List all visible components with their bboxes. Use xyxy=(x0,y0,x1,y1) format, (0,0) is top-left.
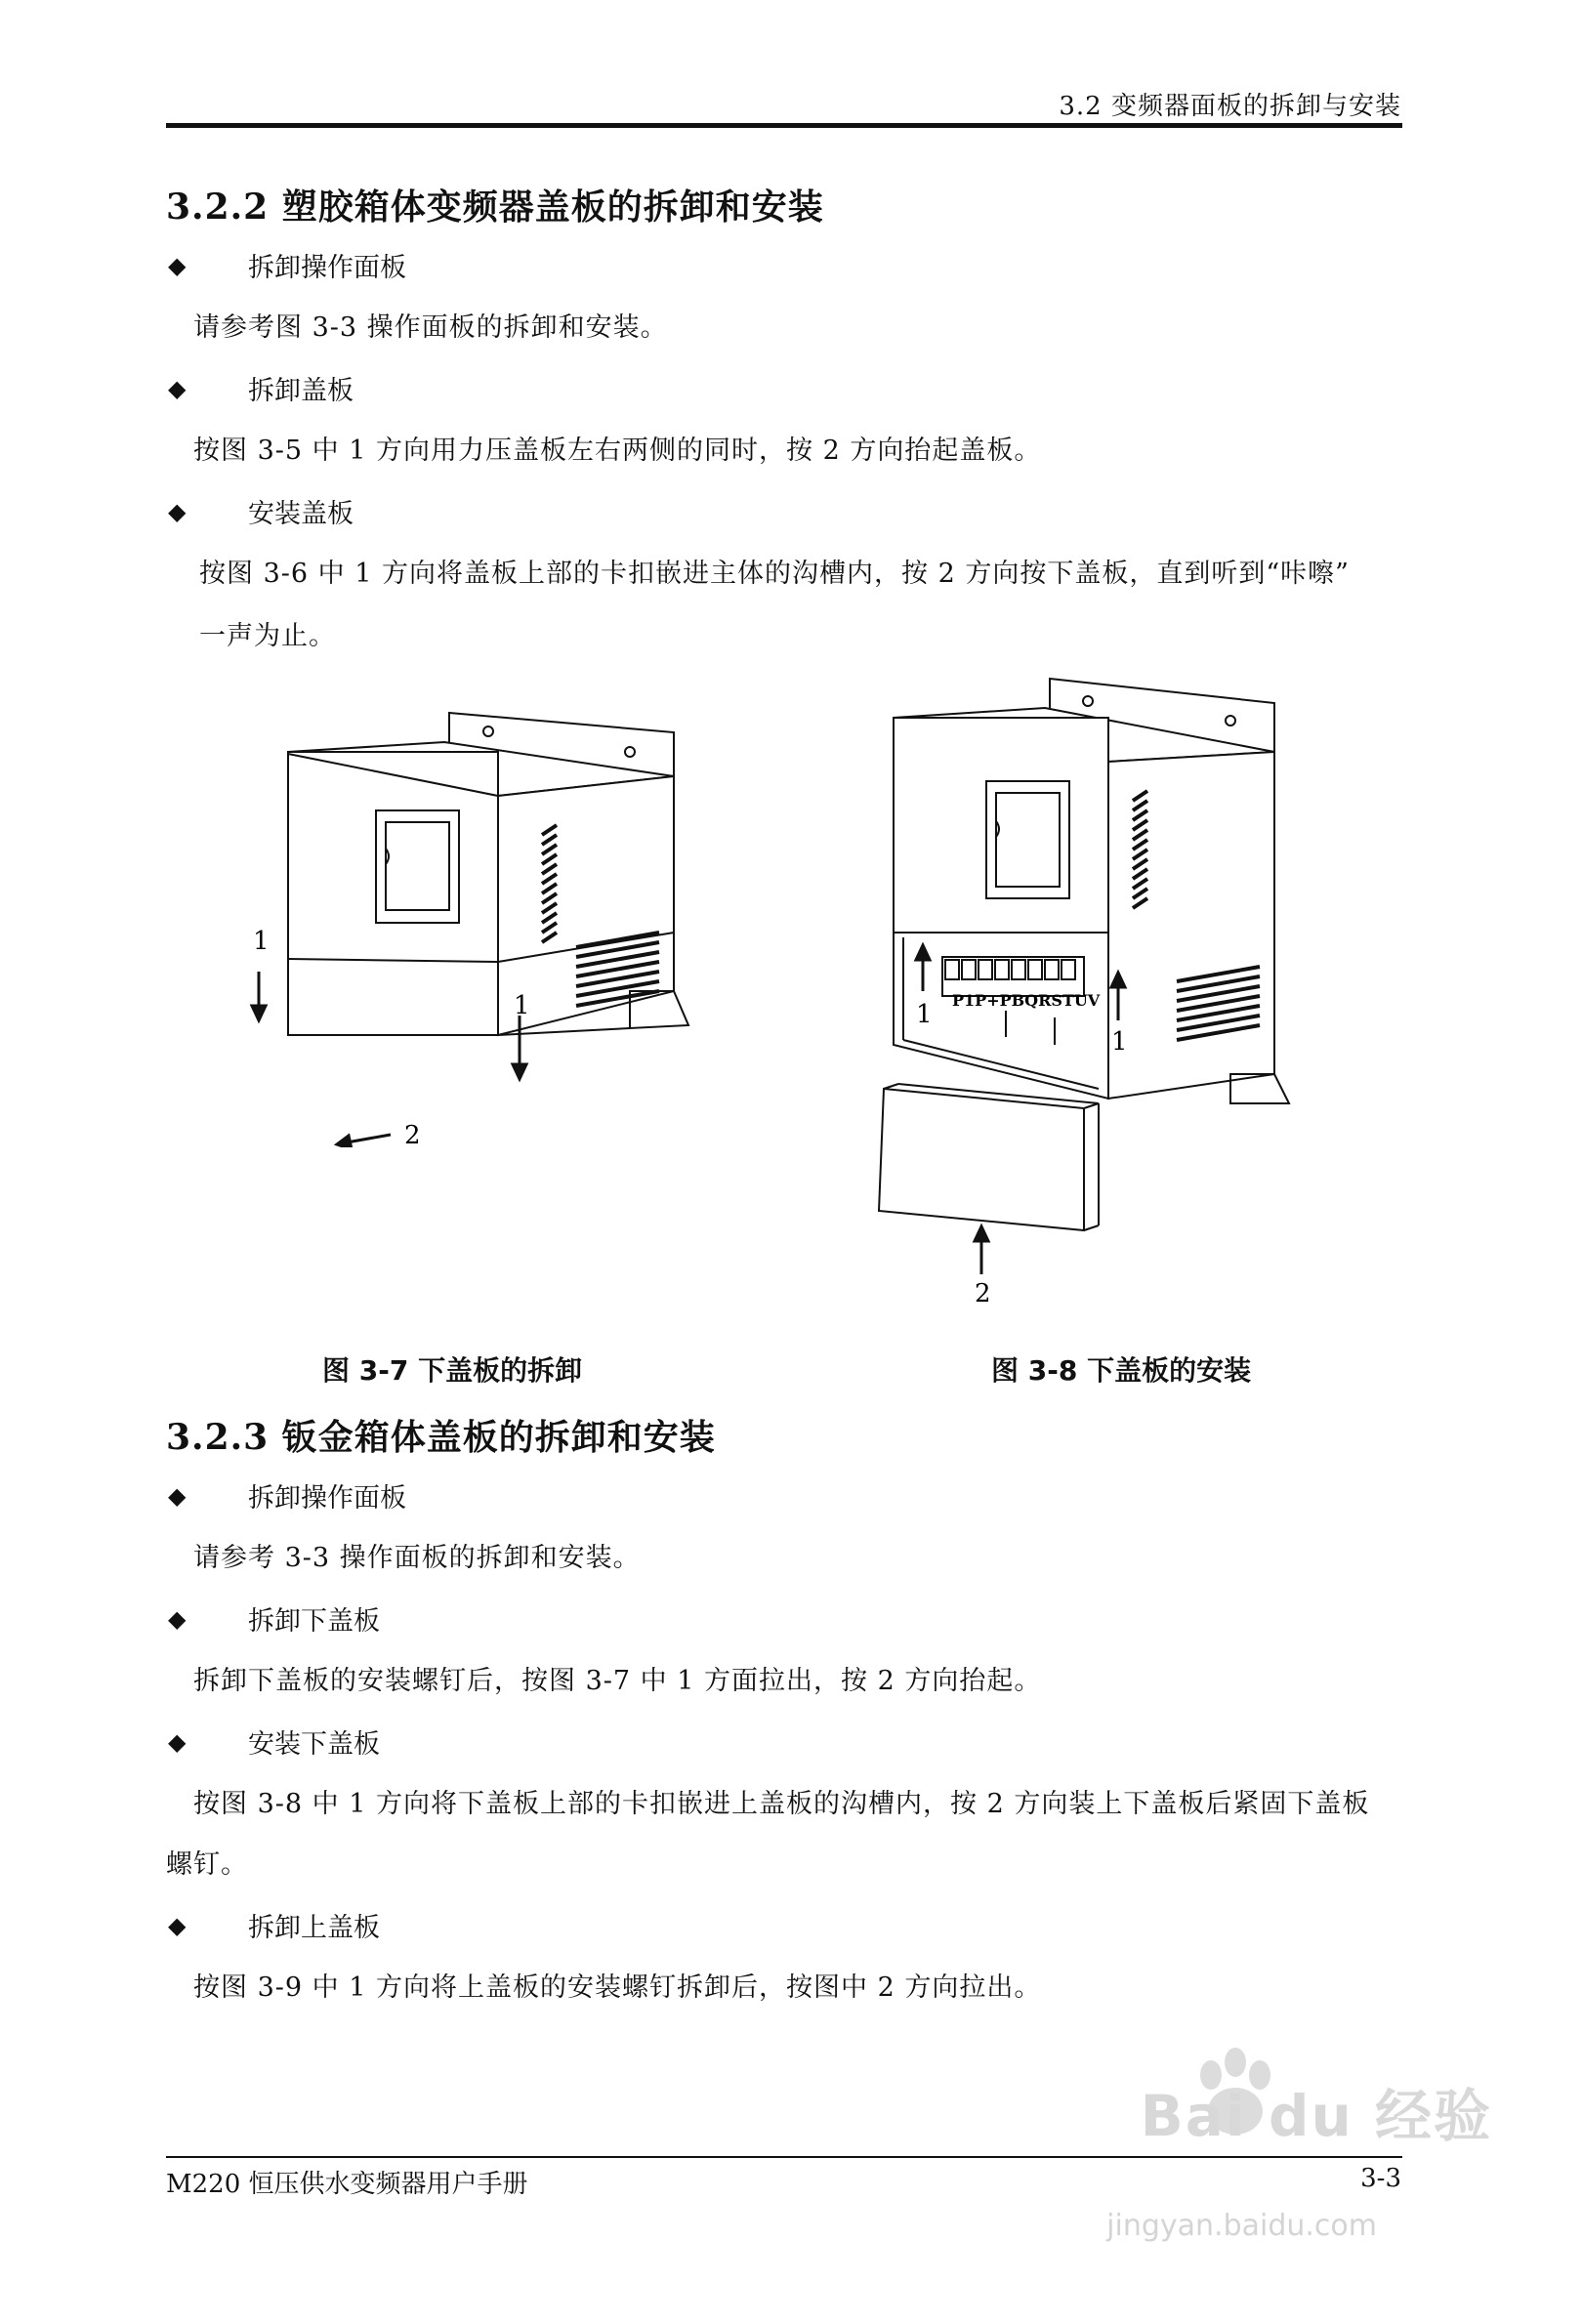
paragraph-continuation: 一声为止。 xyxy=(199,621,336,651)
bullet-item xyxy=(168,1476,406,1515)
bullet-label: 拆卸操作面板 xyxy=(248,253,406,283)
bullet-label: 拆卸盖板 xyxy=(248,376,354,406)
bullet-label: 拆卸操作面板 xyxy=(248,1483,406,1514)
paragraph: 请参考 3-3 操作面板的拆卸和安装。 xyxy=(193,1543,641,1573)
bullet-item xyxy=(168,1599,380,1638)
paragraph: 请参考图 3-3 操作面板的拆卸和安装。 xyxy=(193,312,668,343)
footer-manual-title: M220 恒压供水变频器用户手册 xyxy=(166,2170,528,2199)
arrow-label-1: 1 xyxy=(1111,1027,1128,1057)
bullet-label: 安装下盖板 xyxy=(248,1729,380,1760)
bullet-item xyxy=(168,246,406,284)
footer-rule xyxy=(166,2156,1402,2158)
arrow-label-1: 1 xyxy=(253,927,270,956)
diamond-bullet-icon: ◆ xyxy=(168,1604,187,1633)
paragraph: 按图 3-6 中 1 方向将盖板上部的卡扣嵌进主体的沟槽内，按 2 方向按下盖板，直到听到“咔嚓” xyxy=(199,559,1350,589)
arrow-label-1: 1 xyxy=(916,1000,933,1029)
diamond-bullet-icon: ◆ xyxy=(168,1911,187,1939)
paragraph: 按图 3-9 中 1 方向将上盖板的安装螺钉拆卸后，按图中 2 方向拉出。 xyxy=(193,1972,1042,2003)
paragraph: 拆卸下盖板的安装螺钉后，按图 3-7 中 1 方面拉出，按 2 方向抬起。 xyxy=(193,1666,1042,1696)
watermark-url: jingyan.baidu.com xyxy=(1106,2209,1377,2243)
arrow-label-2: 2 xyxy=(404,1121,421,1147)
figure-caption-3-8: 图 3-8 下盖板的安装 xyxy=(991,1354,1252,1387)
arrow-label-2: 2 xyxy=(975,1279,991,1308)
diamond-bullet-icon: ◆ xyxy=(168,251,187,279)
bullet-item xyxy=(168,1722,380,1761)
diamond-bullet-icon: ◆ xyxy=(168,374,187,402)
bullet-label: 拆卸上盖板 xyxy=(248,1913,380,1943)
bullet-item xyxy=(168,1906,380,1944)
section-heading-3-2-2: 3.2.2 塑胶箱体变频器盖板的拆卸和安装 xyxy=(166,187,824,228)
watermark-brand: Bai du 经验 xyxy=(1140,2083,1492,2149)
figure-3-7-cover-removal xyxy=(244,698,693,1147)
bullet-item xyxy=(168,492,354,530)
bullet-label: 拆卸下盖板 xyxy=(248,1606,380,1637)
diamond-bullet-icon: ◆ xyxy=(168,497,187,525)
paragraph: 按图 3-8 中 1 方向将下盖板上部的卡扣嵌进上盖板的沟槽内，按 2 方向装上下盖板后紧固下盖板 xyxy=(193,1789,1370,1819)
figure-3-8-cover-installation xyxy=(859,674,1299,1318)
page-number: 3-3 xyxy=(1360,2164,1401,2193)
bullet-item xyxy=(168,369,354,407)
arrow-label-1: 1 xyxy=(514,991,530,1020)
paragraph-continuation: 螺钉。 xyxy=(166,1849,248,1880)
header-rule xyxy=(166,123,1402,128)
paragraph: 按图 3-5 中 1 方向用力压盖板左右两侧的同时，按 2 方向抬起盖板。 xyxy=(193,436,1042,466)
bullet-label: 安装盖板 xyxy=(248,499,354,529)
section-heading-3-2-3: 3.2.3 钣金箱体盖板的拆卸和安装 xyxy=(166,1417,716,1458)
diamond-bullet-icon: ◆ xyxy=(168,1481,187,1510)
figure-caption-3-7: 图 3-7 下盖板的拆卸 xyxy=(322,1354,583,1387)
running-header: 3.2 变频器面板的拆卸与安装 xyxy=(1059,92,1401,121)
terminal-labels: P1P+PBQRSTUV xyxy=(952,991,1101,1010)
diamond-bullet-icon: ◆ xyxy=(168,1727,187,1756)
